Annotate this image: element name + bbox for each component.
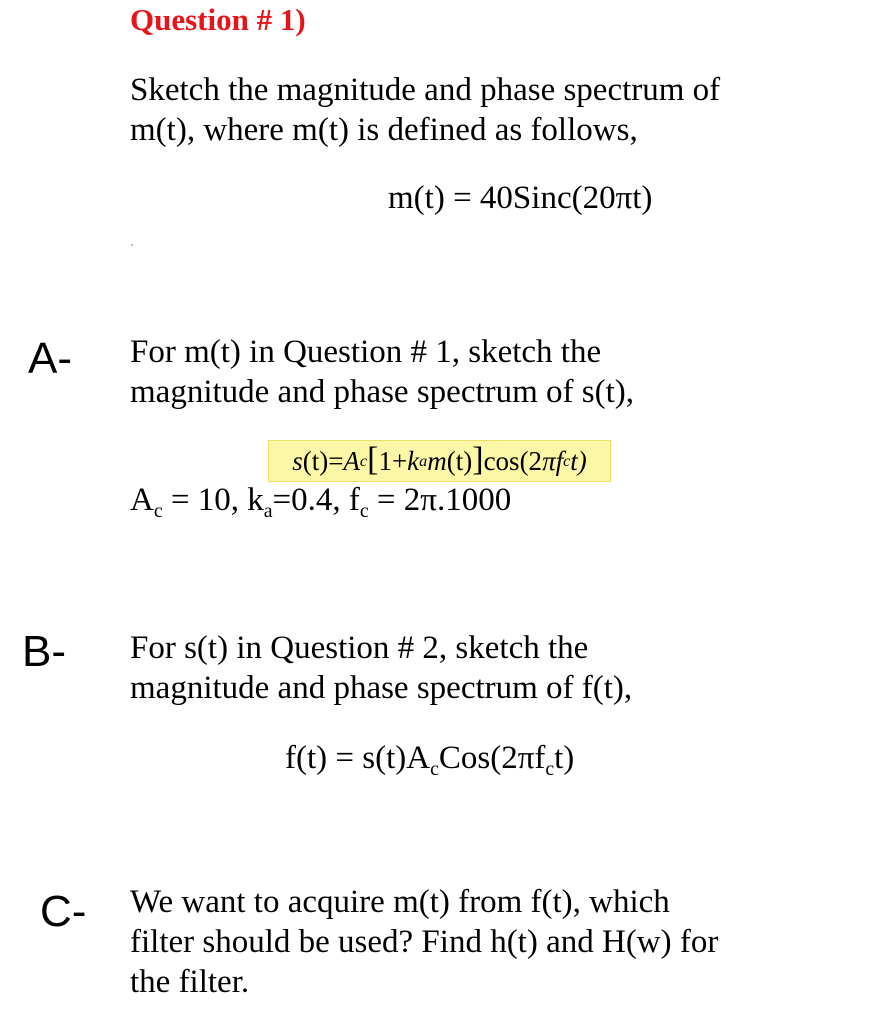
part-a-text bbox=[130, 332, 634, 412]
part-c-line-2: filter should be used? Find h(t) and H(w) for bbox=[130, 924, 719, 960]
q1-line-1: Sketch the magnitude and phase spectrum of bbox=[130, 72, 721, 108]
part-b-label: B- bbox=[22, 627, 66, 676]
part-b-line-1: For s(t) in Question # 2, sketch the bbox=[130, 630, 589, 666]
part-c-line-1: We want to acquire m(t) from f(t), which bbox=[130, 884, 670, 920]
q1-text bbox=[130, 70, 720, 150]
q1-equation: m(t) = 40Sinc(20πt) bbox=[388, 180, 653, 216]
part-a-line-1: For m(t) in Question # 1, sketch the bbox=[130, 334, 602, 370]
stray-mark bbox=[131, 244, 133, 246]
q1-line-2: m(t), where m(t) is defined as follows, bbox=[130, 112, 638, 148]
part-c-text bbox=[130, 882, 718, 1002]
part-a-line-2: magnitude and phase spectrum of s(t), bbox=[130, 374, 635, 410]
part-c-line-3: the filter. bbox=[130, 964, 250, 1000]
part-a-params: $A_c = 10$, $k_a=0.4$, $f_c = 2\pi.1000$ bbox=[130, 482, 512, 522]
part-b-text bbox=[130, 628, 632, 708]
part-a-label: A- bbox=[28, 334, 72, 383]
part-b-equation: $f(t) = s(t)A_cCos(2\pi f_ct)$ bbox=[285, 740, 575, 780]
highlighted-equation: s (t) = A c [ 1+ k a m (t) ] cos (2 π f c t) bbox=[268, 440, 611, 482]
part-c-label: C- bbox=[40, 887, 87, 936]
part-b-line-2: magnitude and phase spectrum of f(t), bbox=[130, 670, 633, 706]
question-title: Question # 1) bbox=[130, 2, 306, 37]
